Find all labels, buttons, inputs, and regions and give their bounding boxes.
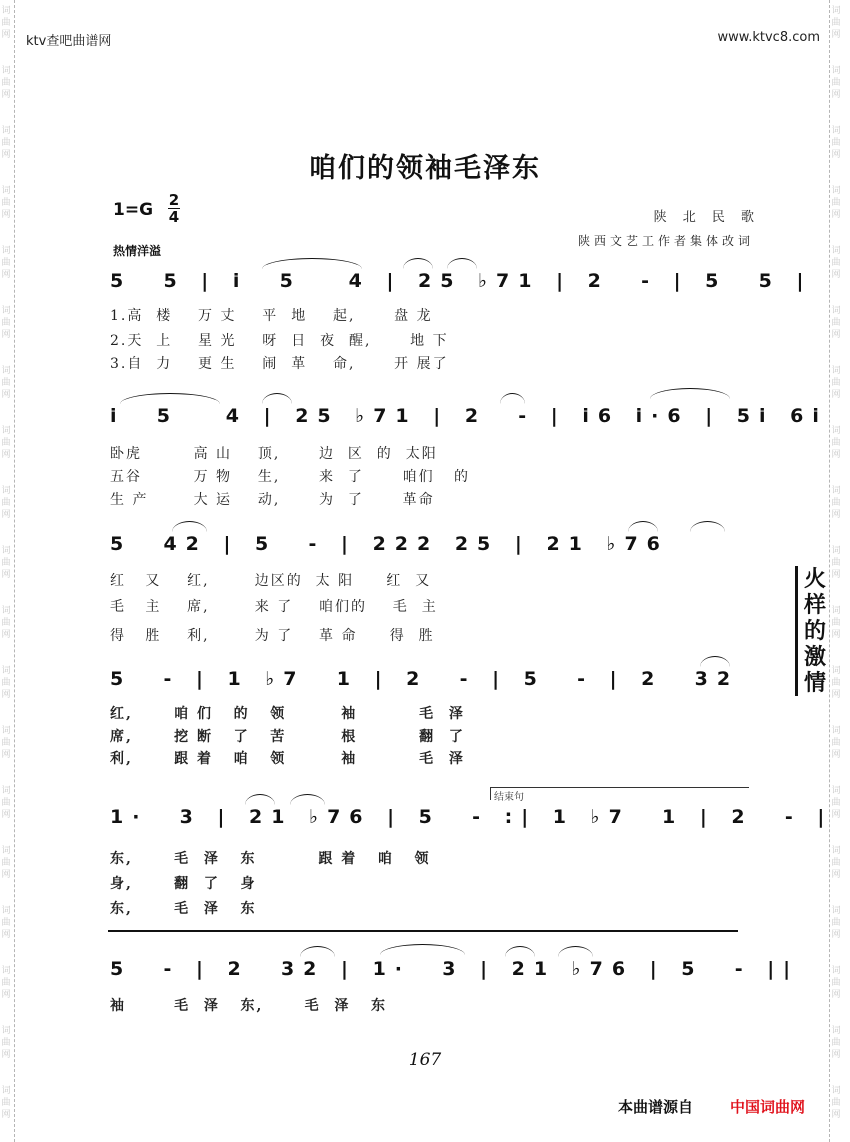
lyric-row-3-verse-3: 得 胜 利, 为 了 革 命 得 胜 <box>110 628 435 644</box>
watermark-char: 曲 <box>831 798 841 808</box>
watermark-char: 词 <box>831 846 841 856</box>
watermark-char: 网 <box>1 630 11 640</box>
watermark-char: 词 <box>831 186 841 196</box>
watermark-char: 词 <box>831 1086 841 1096</box>
watermark-char: 网 <box>1 990 11 1000</box>
watermark-char: 曲 <box>1 198 11 208</box>
watermark-char: 词 <box>1 306 11 316</box>
coda-label: 结束句 <box>490 787 749 800</box>
watermark-char: 网 <box>1 450 11 460</box>
lyric-row-5-verse-2: 身, 翻 了 身 <box>110 876 257 892</box>
watermark-char: 网 <box>1 930 11 940</box>
watermark-char: 曲 <box>831 198 841 208</box>
watermark-char: 词 <box>1 786 11 796</box>
slur-arc <box>403 258 433 269</box>
watermark-char: 网 <box>831 30 841 40</box>
watermark-char: 词 <box>831 66 841 76</box>
lyric-row-2-verse-1: 卧虎 高 山 顶, 边 区 的 太阳 <box>110 446 438 462</box>
watermark-char: 网 <box>831 570 841 580</box>
credit-lyrics: 陕西文艺工作者集体改词 <box>577 234 754 248</box>
watermark-char: 词 <box>1 846 11 856</box>
watermark-char: 词 <box>1 426 11 436</box>
watermark-char: 曲 <box>831 318 841 328</box>
watermark-char: 网 <box>831 510 841 520</box>
watermark-char: 网 <box>831 90 841 100</box>
watermark-char: 词 <box>831 906 841 916</box>
slur-arc <box>120 393 220 404</box>
watermark-char: 曲 <box>831 18 841 28</box>
notation-row-1: 5 5 | i 5 4 | 25 ♭71 | 2 - | 5 5 | <box>110 270 813 292</box>
watermark-char: 词 <box>831 306 841 316</box>
slur-arc <box>245 794 275 805</box>
watermark-char: 词 <box>1 906 11 916</box>
lyric-row-2-verse-2: 五谷 万 物 生, 来 了 咱们 的 <box>110 469 470 485</box>
watermark-char: 词 <box>1 486 11 496</box>
watermark-char: 词 <box>1 546 11 556</box>
tempo-marking: 热情洋溢 <box>113 244 162 258</box>
watermark-char: 曲 <box>831 78 841 88</box>
watermark-char: 曲 <box>1 618 11 628</box>
watermark-char: 词 <box>831 546 841 556</box>
key-signature: 1=G <box>113 200 154 220</box>
watermark-char: 网 <box>1 270 11 280</box>
watermark-char: 词 <box>1 726 11 736</box>
watermark-char: 网 <box>1 570 11 580</box>
meter-bottom: 4 <box>168 208 180 226</box>
watermark-char: 曲 <box>1 738 11 748</box>
slur-arc <box>700 656 730 667</box>
watermark-char: 曲 <box>831 918 841 928</box>
watermark-char: 曲 <box>1 18 11 28</box>
credit-origin: 陕 北 民 歌 <box>653 210 760 225</box>
watermark-char: 词 <box>831 726 841 736</box>
watermark-char: 网 <box>831 990 841 1000</box>
watermark-char: 词 <box>1 6 11 16</box>
watermark-char: 网 <box>1 390 11 400</box>
watermark-char: 网 <box>831 1110 841 1120</box>
watermark-char: 曲 <box>1 1038 11 1048</box>
slur-arc <box>262 393 292 404</box>
lyric-row-4-verse-1: 红, 咱 们 的 领 袖 毛 泽 <box>110 706 465 722</box>
watermark-char: 网 <box>831 390 841 400</box>
watermark-char: 网 <box>1 690 11 700</box>
watermark-char: 词 <box>831 486 841 496</box>
lyric-row-1-verse-3: 3.自 力 更 生 闹 革 命, 开 展了 <box>110 356 449 372</box>
watermark-char: 曲 <box>1 378 11 388</box>
watermark-char: 曲 <box>831 138 841 148</box>
lyric-row-1-verse-2: 2.天 上 星 光 呀 日 夜 醒, 地 下 <box>110 333 449 349</box>
watermark-char: 词 <box>1 606 11 616</box>
watermark-char: 词 <box>831 6 841 16</box>
watermark-char: 网 <box>831 150 841 160</box>
lyric-row-6-verse-1: 袖 毛 泽 东, 毛 泽 东 <box>110 998 387 1014</box>
watermark-char: 网 <box>1 210 11 220</box>
watermark-char: 词 <box>831 606 841 616</box>
watermark-char: 曲 <box>831 258 841 268</box>
slur-arc <box>505 946 535 957</box>
lyric-row-3-verse-1: 红 又 红, 边区的 太 阳 红 又 <box>110 573 432 589</box>
watermark-char: 曲 <box>831 618 841 628</box>
watermark-char: 曲 <box>831 378 841 388</box>
site-header-left[interactable]: ktv查吧曲谱网 <box>26 34 112 49</box>
footer-site-link[interactable]: 中国词曲网 <box>730 1098 806 1116</box>
slur-arc <box>500 393 525 404</box>
watermark-char: 网 <box>831 630 841 640</box>
watermark-char: 词 <box>1 666 11 676</box>
lyric-row-5-verse-3: 东, 毛 泽 东 <box>110 901 257 917</box>
watermark-char: 网 <box>1 1110 11 1120</box>
notation-row-5: 1· 3 | 21 ♭76 | 5 - :| 1 ♭7 1 | 2 - | <box>110 806 834 828</box>
watermark-char: 词 <box>831 126 841 136</box>
watermark-char: 词 <box>831 1026 841 1036</box>
lyric-row-1-verse-1: 1.高 楼 万 丈 平 地 起, 盘 龙 <box>110 308 433 324</box>
watermark-char: 曲 <box>831 1098 841 1108</box>
watermark-char: 网 <box>831 330 841 340</box>
watermark-char: 词 <box>1 366 11 376</box>
watermark-char: 网 <box>1 810 11 820</box>
watermark-char: 曲 <box>1 138 11 148</box>
slur-arc <box>558 946 593 957</box>
page-number: 167 <box>408 1050 442 1070</box>
watermark-char: 词 <box>1 126 11 136</box>
watermark-char: 网 <box>1 150 11 160</box>
lyric-row-4-verse-2: 席, 挖 断 了 苦 根 翻 了 <box>110 729 465 745</box>
meter-top: 2 <box>168 191 180 209</box>
watermark-char: 曲 <box>1 858 11 868</box>
watermark-char: 曲 <box>1 438 11 448</box>
song-title: 咱们的领袖毛泽东 <box>309 153 541 184</box>
side-note: 火 样 的 激 情 <box>795 566 828 696</box>
watermark-char: 词 <box>831 966 841 976</box>
system-divider <box>108 930 738 932</box>
watermark-char: 网 <box>1 90 11 100</box>
watermark-char: 网 <box>1 870 11 880</box>
watermark-char: 曲 <box>1 798 11 808</box>
watermark-char: 曲 <box>831 858 841 868</box>
slur-arc <box>262 258 362 269</box>
watermark-char: 曲 <box>831 678 841 688</box>
watermark-char: 词 <box>1 1026 11 1036</box>
notation-row-6: 5 - | 2 32 | 1· 3 | 21 ♭76 | 5 - || <box>110 958 800 980</box>
watermark-char: 词 <box>1 246 11 256</box>
slur-arc <box>380 944 465 955</box>
slur-arc <box>300 946 335 957</box>
slur-arc <box>172 521 207 532</box>
watermark-char: 曲 <box>831 438 841 448</box>
watermark-char: 曲 <box>1 978 11 988</box>
watermark-char: 曲 <box>831 498 841 508</box>
watermark-char: 网 <box>1 30 11 40</box>
watermark-char: 曲 <box>1 498 11 508</box>
watermark-char: 网 <box>1 1050 11 1060</box>
watermark-char: 网 <box>831 750 841 760</box>
watermark-char: 网 <box>831 1050 841 1060</box>
watermark-char: 网 <box>831 270 841 280</box>
lyric-row-4-verse-3: 利, 跟 着 咱 领 袖 毛 泽 <box>110 751 465 767</box>
lyric-row-2-verse-3: 生 产 大 运 动, 为 了 革命 <box>110 492 435 508</box>
watermark-char: 词 <box>1 66 11 76</box>
watermark-char: 网 <box>831 870 841 880</box>
slur-arc <box>650 388 730 399</box>
watermark-char: 网 <box>831 930 841 940</box>
watermark-char: 词 <box>831 366 841 376</box>
lyric-row-3-verse-2: 毛 主 席, 来 了 咱们的 毛 主 <box>110 599 438 615</box>
watermark-char: 词 <box>831 666 841 676</box>
watermark-char: 曲 <box>1 78 11 88</box>
watermark-char: 网 <box>831 690 841 700</box>
watermark-char: 词 <box>831 426 841 436</box>
watermark-char: 网 <box>831 810 841 820</box>
watermark-char: 曲 <box>1 918 11 928</box>
slur-arc <box>290 794 325 805</box>
watermark-char: 网 <box>1 330 11 340</box>
notation-row-4: 5 - | 1 ♭7 1 | 2 - | 5 - | 2 32 <box>110 668 740 690</box>
slur-arc <box>690 521 725 532</box>
watermark-char: 曲 <box>831 738 841 748</box>
notation-row-3: 5 42 | 5 - | 222 25 | 21 ♭76 <box>110 533 669 555</box>
watermark-char: 曲 <box>1 318 11 328</box>
watermark-char: 词 <box>831 786 841 796</box>
watermark-char: 曲 <box>831 978 841 988</box>
watermark-char: 词 <box>831 246 841 256</box>
watermark-char: 曲 <box>1 678 11 688</box>
lyric-row-5-verse-1: 东, 毛 泽 东 跟 着 咱 领 <box>110 851 431 867</box>
watermark-char: 曲 <box>831 558 841 568</box>
footer-source-label: 本曲谱源自 <box>618 1098 694 1116</box>
watermark-char: 词 <box>1 186 11 196</box>
watermark-char: 网 <box>1 510 11 520</box>
watermark-char: 网 <box>831 450 841 460</box>
watermark-char: 网 <box>1 750 11 760</box>
watermark-char: 网 <box>831 210 841 220</box>
site-header-right[interactable]: www.ktvc8.com <box>717 30 820 45</box>
slur-arc <box>447 258 477 269</box>
watermark-char: 曲 <box>1 1098 11 1108</box>
notation-row-2: i 5 4 | 25 ♭71 | 2 - | i6 i·6 | 5i 6i <box>110 405 828 427</box>
watermark-char: 词 <box>1 1086 11 1096</box>
watermark-char: 曲 <box>1 258 11 268</box>
watermark-char: 曲 <box>831 1038 841 1048</box>
watermark-char: 曲 <box>1 558 11 568</box>
slur-arc <box>628 521 658 532</box>
watermark-char: 词 <box>1 966 11 976</box>
time-signature <box>168 192 180 225</box>
